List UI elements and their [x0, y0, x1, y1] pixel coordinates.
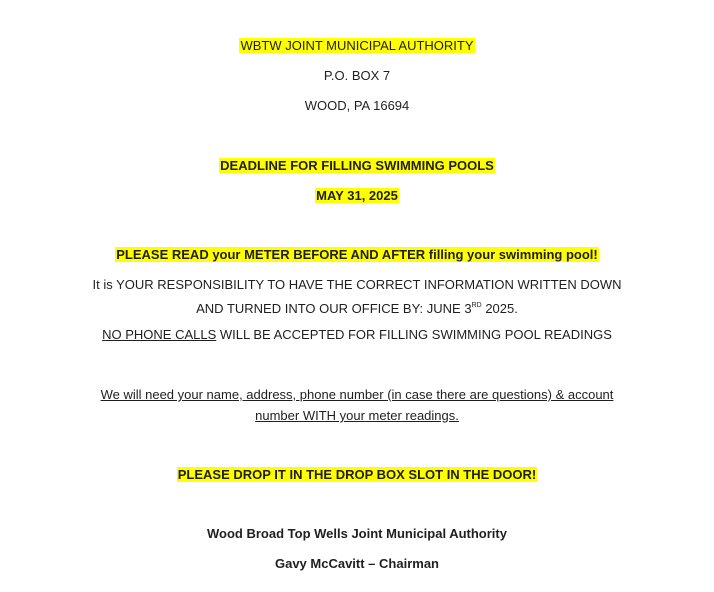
read-meter-instruction: PLEASE READ your METER BEFORE AND AFTER filling your swimming pool!: [116, 247, 598, 262]
responsibility-superscript: RD: [471, 302, 482, 309]
deadline-title-line: [0, 156, 714, 176]
deadline-title: DEADLINE FOR FILLING SWIMMING POOLS: [220, 158, 494, 173]
no-phone-rest: WILL BE ACCEPTED FOR FILLING SWIMMING POOL READINGS: [216, 327, 612, 342]
need-info-paragraph: We will need your name, address, phone number (in case there are questions) & account number WITH your meter readings.: [100, 387, 614, 423]
deadline-date-line: [0, 186, 714, 206]
po-box: P.O. BOX 7: [323, 68, 391, 83]
responsibility-paragraph: [78, 274, 636, 319]
responsibility-text: It is YOUR RESPONSIBILITY TO HAVE THE CORRECT INFORMATION WRITTEN DOWN AND TURNED INTO OUR OFFICE BY: JUNE 3: [92, 277, 622, 316]
city-line: WOOD, PA 16694: [304, 98, 410, 113]
no-phone-calls: NO PHONE CALLS: [102, 327, 217, 342]
drop-box-line: [0, 465, 714, 485]
deadline-date: MAY 31, 2025: [316, 188, 398, 203]
no-phone-line: [0, 325, 714, 345]
org-name-line: [0, 36, 714, 56]
authority-signature: Wood Broad Top Wells Joint Municipal Authority: [207, 526, 507, 541]
responsibility-tail: 2025.: [481, 301, 518, 316]
drop-box-instruction: PLEASE DROP IT IN THE DROP BOX SLOT IN THE DOOR!: [177, 467, 537, 482]
read-meter-line: [0, 245, 714, 265]
chairman-signature: Gavy McCavitt – Chairman: [274, 556, 439, 571]
org-name: WBTW JOINT MUNICIPAL AUTHORITY: [240, 38, 474, 53]
